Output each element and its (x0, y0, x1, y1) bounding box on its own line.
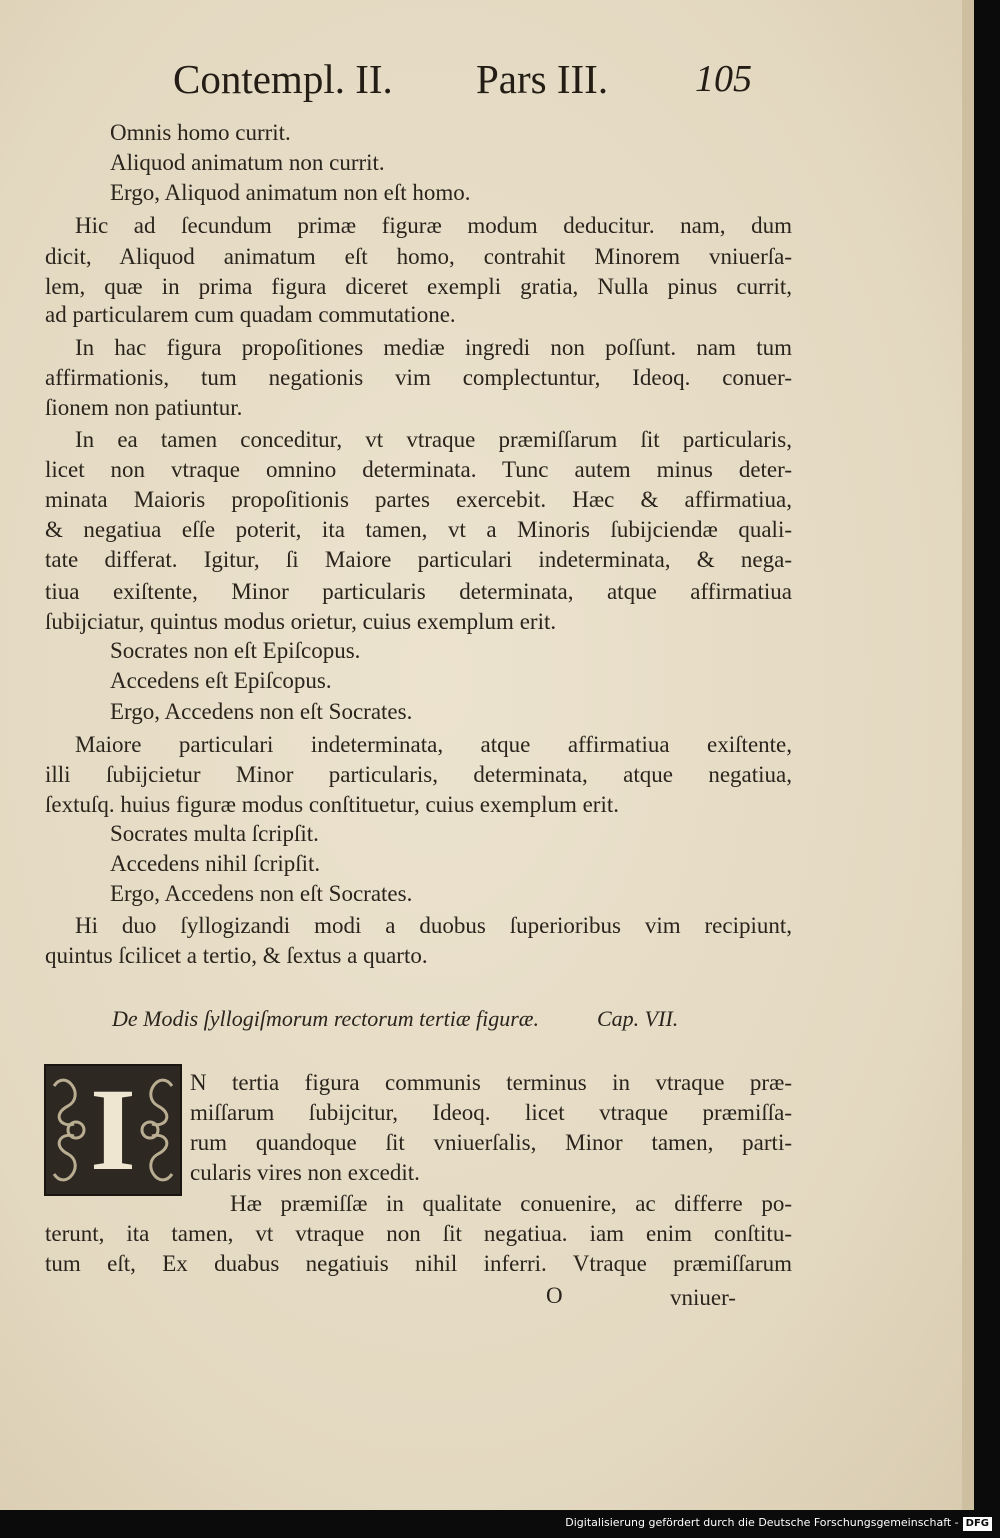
header-part: Pars III. (476, 56, 609, 102)
credit-text: Digitalisierung gefördert durch die Deutsche Forschungsgemeinschaft - (565, 1516, 959, 1529)
text-line: minata Maioris propoſitionis partes exercebit. Hæc & affirmatiua, (45, 487, 792, 512)
text-line: In hac figura propoſitiones mediæ ingredi non poſſunt. nam tum (75, 335, 792, 360)
signature-mark: O (546, 1283, 563, 1308)
catchword: vniuer- (670, 1285, 736, 1310)
text-line: ad particularem cum quadam commutatione. (45, 302, 456, 327)
text-line: licet non vtraque omnino determinata. Tunc autem minus deter- (45, 457, 792, 482)
chapter-number: Cap. VII. (597, 1006, 679, 1031)
text-line: terunt, ita tamen, vt vtraque non ſit negatiua. iam enim conſtitu- (45, 1221, 792, 1246)
text-line: quintus ſcilicet a tertio, & ſextus a quarto. (45, 943, 428, 968)
text-line: tum eſt, Ex duabus negatiuis nihil inferri. Vtraque præmiſſarum (45, 1251, 792, 1276)
chapter-title: De Modis ſyllogiſmorum rectorum tertiæ figuræ. (112, 1006, 539, 1031)
page-number: 105 (695, 58, 752, 100)
text-line: Socrates multa ſcripſit. (110, 821, 319, 846)
chapter-heading (112, 1004, 732, 1034)
text-line: lem, quæ in prima figura diceret exempli gratia, Nulla pinus currit, (45, 274, 792, 299)
text-line: Accedens nihil ſcripſit. (110, 851, 321, 876)
text-line: Hi duo ſyllogizandi modi a duobus ſuperioribus vim recipiunt, (75, 913, 792, 938)
text-line: illi ſubijcietur Minor particularis, determinata, atque negatiua, (45, 762, 792, 787)
text-line: Hic ad ſecundum primæ figuræ modum deducitur. nam, dum (75, 213, 792, 238)
page-edge (962, 0, 974, 1510)
text-line: & negatiua eſſe poterit, ita tamen, vt a Minoris ſubijciendæ quali- (45, 517, 792, 542)
text-line: Hæ præmiſſæ in qualitate conuenire, ac differre po- (230, 1191, 792, 1216)
dfg-logo: DFG (963, 1517, 992, 1531)
text-line: ſubijciatur, quintus modus orietur, cuius exemplum erit. (45, 609, 557, 634)
text-line: dicit, Aliquod animatum eſt homo, contrahit Minorem vniuerſa- (45, 244, 792, 269)
text-line: miſſarum ſubijcitur, Ideoq. licet vtraque præmiſſa- (190, 1100, 792, 1125)
text-line: Ergo, Accedens non eſt Socrates. (110, 699, 413, 724)
text-line: Accedens eſt Epiſcopus. (110, 668, 332, 693)
text-line: Maiore particulari indeterminata, atque affirmatiua exiſtente, (75, 732, 792, 757)
text-line: ſextuſq. huius figuræ modus conſtituetur, cuius exemplum erit. (45, 792, 620, 817)
text-line: Aliquod animatum non currit. (110, 150, 385, 175)
text-line: Ergo, Aliquod animatum non eſt homo. (110, 180, 471, 205)
text-line: Omnis homo currit. (110, 120, 291, 145)
text-line: Socrates non eſt Epiſcopus. (110, 638, 361, 663)
text-line: ſionem non patiuntur. (45, 395, 243, 420)
text-line: cularis vires non excedit. (190, 1160, 420, 1185)
text-line: N tertia figura communis terminus in vtraque præ- (190, 1070, 792, 1095)
text-line: tiua exiſtente, Minor particularis determinata, atque affirmatiua (45, 579, 792, 604)
text-line: tate differat. Igitur, ſi Maiore particulari indeterminata, & nega- (45, 547, 792, 572)
decorated-initial (44, 1064, 182, 1196)
text-line: In ea tamen conceditur, vt vtraque præmiſſarum ſit particularis, (75, 427, 792, 452)
running-header (0, 55, 970, 103)
text-line: rum quandoque ſit vniuerſalis, Minor tamen, parti- (190, 1130, 792, 1155)
text-line: Ergo, Accedens non eſt Socrates. (110, 881, 413, 906)
header-title: Contempl. II. (173, 56, 393, 102)
digitization-credit (565, 1514, 992, 1532)
drop-cap-letter: I (90, 1064, 136, 1195)
text-line: affirmationis, tum negationis vim complectuntur, Ideoq. conuer- (45, 365, 792, 390)
